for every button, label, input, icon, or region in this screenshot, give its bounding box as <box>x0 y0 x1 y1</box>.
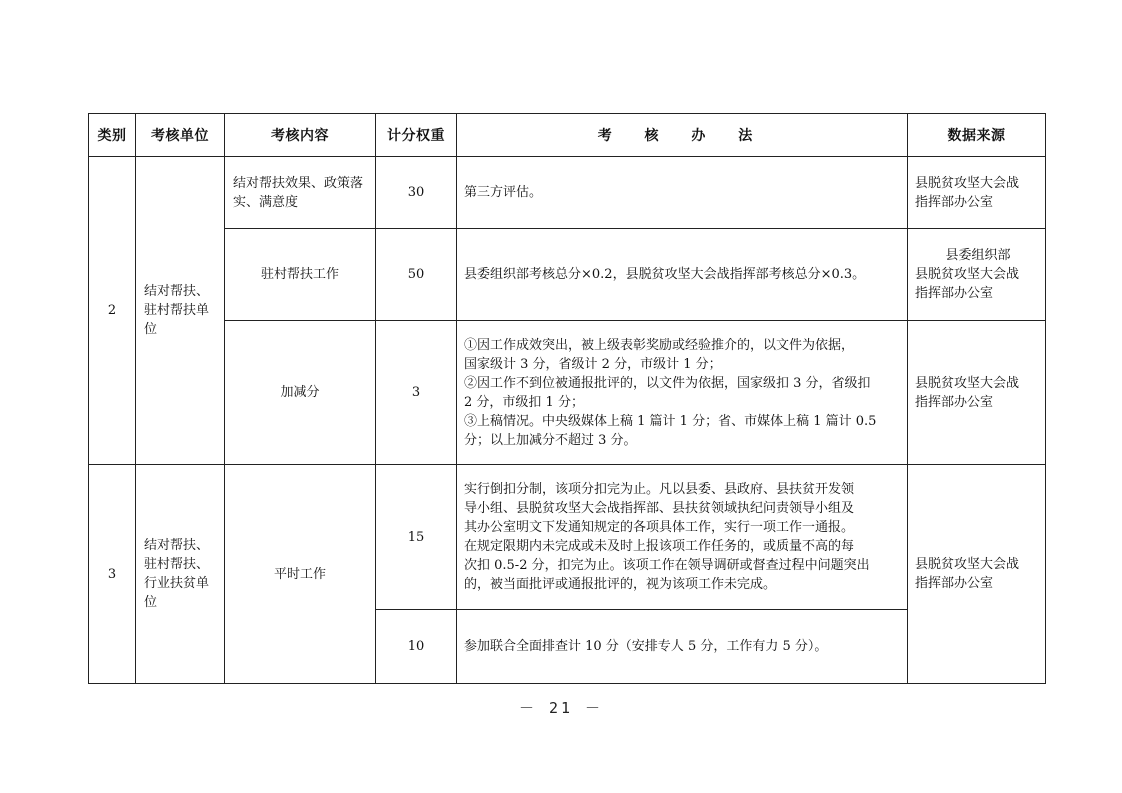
unit-cell: 结对帮扶、 驻村帮扶、 行业扶贫单 位 <box>136 465 225 684</box>
content-cell: 结对帮扶效果、政策落 实、满意度 <box>225 157 376 229</box>
header-content: 考核内容 <box>225 114 376 157</box>
content-cell: 驻村帮扶工作 <box>225 229 376 321</box>
page-number: － 21 － <box>518 699 604 717</box>
weight-cell: 10 <box>376 610 457 684</box>
method-cell: 参加联合全面排查计 10 分（安排专人 5 分，工作有力 5 分）。 <box>457 610 908 684</box>
table-row <box>89 157 1046 229</box>
assessment-table <box>88 113 1046 684</box>
table-row <box>89 465 1046 610</box>
source-cell: 县脱贫攻坚大会战 指挥部办公室 <box>908 157 1046 229</box>
unit-cell: 结对帮扶、 驻村帮扶单 位 <box>136 157 225 465</box>
table-header-row <box>89 114 1046 157</box>
content-cell: 平时工作 <box>225 465 376 684</box>
header-category: 类别 <box>89 114 136 157</box>
method-cell: 实行倒扣分制，该项分扣完为止。凡以县委、县政府、县扶贫开发领 导小组、县脱贫攻坚大会战指挥部、县扶贫领域执纪问责领导小组及 其办公室明文下发通知规定的各项具体工作，实行一项工作一通报。 在规定限期内未完成或未及时上报该项工作任务的，或质量不高的每 次扣 0.5-2 分，扣完为止。该项工作在领导调研或督查过程中问题突出 的，被当面批评或通报批评的，视为该项工作未完成。 <box>457 465 908 610</box>
category-cell: 3 <box>89 465 136 684</box>
method-cell: 第三方评估。 <box>457 157 908 229</box>
weight-cell: 3 <box>376 321 457 465</box>
weight-cell: 15 <box>376 465 457 610</box>
header-method: 考 核 办 法 <box>457 114 908 157</box>
content-cell: 加减分 <box>225 321 376 465</box>
weight-cell: 30 <box>376 157 457 229</box>
header-weight: 计分权重 <box>376 114 457 157</box>
header-source: 数据来源 <box>908 114 1046 157</box>
method-cell: 县委组织部考核总分×0.2，县脱贫攻坚大会战指挥部考核总分×0.3。 <box>457 229 908 321</box>
source-cell: 县脱贫攻坚大会战 指挥部办公室 <box>908 321 1046 465</box>
method-cell: ①因工作成效突出，被上级表彰奖励或经验推介的，以文件为依据， 国家级计 3 分，省级计 2 分，市级计 1 分； ②因工作不到位被通报批评的，以文件为依据，国家级扣 3 分，省级扣 2 分，市级扣 1 分； ③上稿情况。中央级媒体上稿 1 篇计 1 分；省、市媒体上稿 1 篇计 0.5 分；以上加减分不超过 3 分。 <box>457 321 908 465</box>
weight-cell: 50 <box>376 229 457 321</box>
header-unit: 考核单位 <box>136 114 225 157</box>
table-row <box>89 321 1046 465</box>
source-cell: 县委组织部 县脱贫攻坚大会战 指挥部办公室 <box>908 229 1046 321</box>
category-cell: 2 <box>89 157 136 465</box>
table-row <box>89 229 1046 321</box>
source-cell: 县脱贫攻坚大会战 指挥部办公室 <box>908 465 1046 684</box>
